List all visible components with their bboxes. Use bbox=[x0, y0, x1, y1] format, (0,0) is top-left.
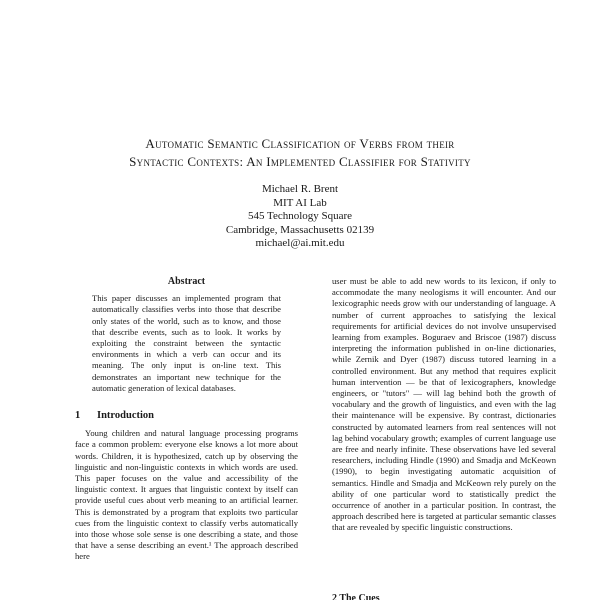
title-line-2: Syntactic Contexts: An Implemented Classifier for Stativity bbox=[129, 154, 471, 169]
right-column-body: user must be able to add new words to its lexicon, if only to accommodate the many neologisms it will encounter. And our lexicographic needs grow with our understanding of language. A number of current approaches to satisfying the lexical requirements for artificial devices do not involve unsupervised learning from examples. Boguraev and Briscoe (1987) discuss interpreting the information published in on-line dictionaries, while Zernik and Dyer (1987) discuss tutored learning in a controlled environment. But any method that requires explicit human intervention — be that of lexicographers, knowledge engineers, or "tutors" — will lag behind both the growth of vocabulary and the growth of linguistics, and even with the lag their maintenance will be expensive. By contrast, dictionaries constructed by automated learners from real sentences will not lag behind vocabulary growth; examples of current language use are free and nearly infinite. These observations have led several researchers, including Hindle (1990) and Smadja and McKeown (1990), to begin investigating automatic acquisition of semantics. Hindle and Smadja and McKeown rely purely on the ability of one particular word to statistically predict the occurrence of another in a particular position. In contrast, the approach described here is targeted at particular semantic classes that are revealed by specific linguistic constructions. bbox=[332, 276, 556, 533]
next-section-heading: 2 The Cues bbox=[332, 593, 380, 600]
author-block bbox=[150, 183, 450, 251]
author-affiliation: MIT AI Lab bbox=[273, 196, 327, 209]
author-email: michael@ai.mit.edu bbox=[255, 237, 345, 249]
title-line-1: Automatic Semantic Classification of Verbs from their bbox=[145, 136, 455, 151]
section-number: 1 bbox=[75, 410, 81, 422]
introduction-heading bbox=[75, 410, 298, 421]
author-address-line-2: Cambridge, Massachusetts 02139 bbox=[225, 223, 375, 236]
author-name: Michael R. Brent bbox=[261, 183, 339, 195]
left-column bbox=[75, 276, 298, 563]
paper-title bbox=[60, 135, 540, 171]
abstract-heading: Abstract bbox=[167, 276, 206, 287]
right-column bbox=[332, 276, 556, 534]
section-title: Introduction bbox=[97, 410, 154, 422]
introduction-body: Young children and natural language processing programs face a common problem: everyone else knows a lot more about words. Children, it is hypothesized, catch up by observing the linguistic and non-linguistic contexts in which words are used. This paper focuses on the value and accessibility of the linguistic context. It argues that linguistic context by itself can provide useful cues about verb meaning to an artificial learner. This is demonstrated by a program that exploits two particular cues from the linguistic context to classify verbs automatically into those whose sole sense is one describing a state, and those that have a sense describing an event.¹ The approach described here bbox=[75, 428, 298, 562]
author-address-line-1: 545 Technology Square bbox=[247, 210, 353, 222]
abstract-body: This paper discusses an implemented program that automatically classifies verbs into those that describe only states of the world, such as to know, and those that describe events, such as to look. It works by exploiting the constraint between the syntactic environments in which a verb can occur and its meaning. The only input is on-line text. This demonstrates an important new technique for the automatic generation of lexical databases. bbox=[92, 293, 281, 393]
